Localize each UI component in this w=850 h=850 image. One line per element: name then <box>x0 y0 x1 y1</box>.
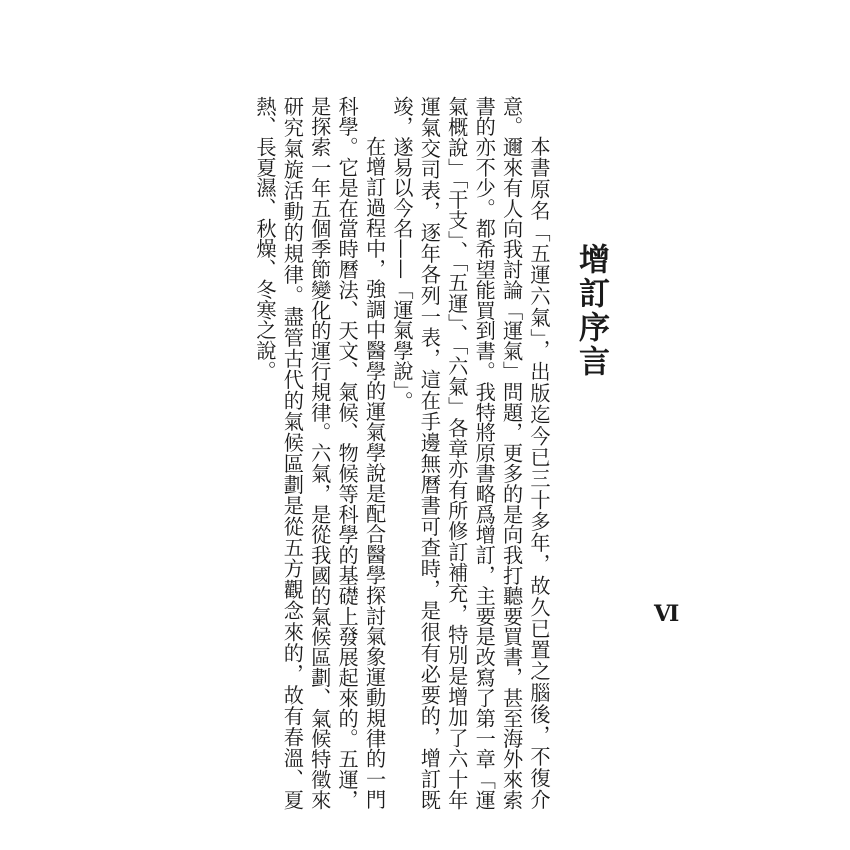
page-number: Ⅵ <box>654 601 679 627</box>
page-title: 增訂序言 <box>573 243 609 379</box>
preface-body <box>252 96 552 810</box>
paragraph: 本書原名「五運六氣」，出版迄今已三十多年，故久已置之腦後，不復介意。邇來有人向我討論「運氣」問題，更多的是向我打聽要買書，甚至海外來索書的亦不少。都希望能買到書。我特將原書略爲增訂，主要是改寫了第一章「運氣概說」「干支」、「五運」、「六氣」各章亦有所修訂補充，特別是增加了六十年運氣交司表，逐年各列一表，這在手邊無曆書可查時，是很有必要的，增訂既竣，遂易以今名——「運氣學說」。 <box>389 96 551 810</box>
paragraph: 在增訂過程中，強調中醫學的運氣學說是配合醫學探討氣象運動規律的一門科學。它是在當時曆法、天文、氣候、物候等科學的基礎上發展起來的。五運，是探索一年五個季節變化的運行規律。六氣，是從我國的氣候區劃、氣候特徵來研究氣旋活動的規律。盡管古代的氣候區劃是從五方觀念來的，故有春溫、夏熱、長夏濕、秋燥、冬寒之說。 <box>252 96 387 810</box>
